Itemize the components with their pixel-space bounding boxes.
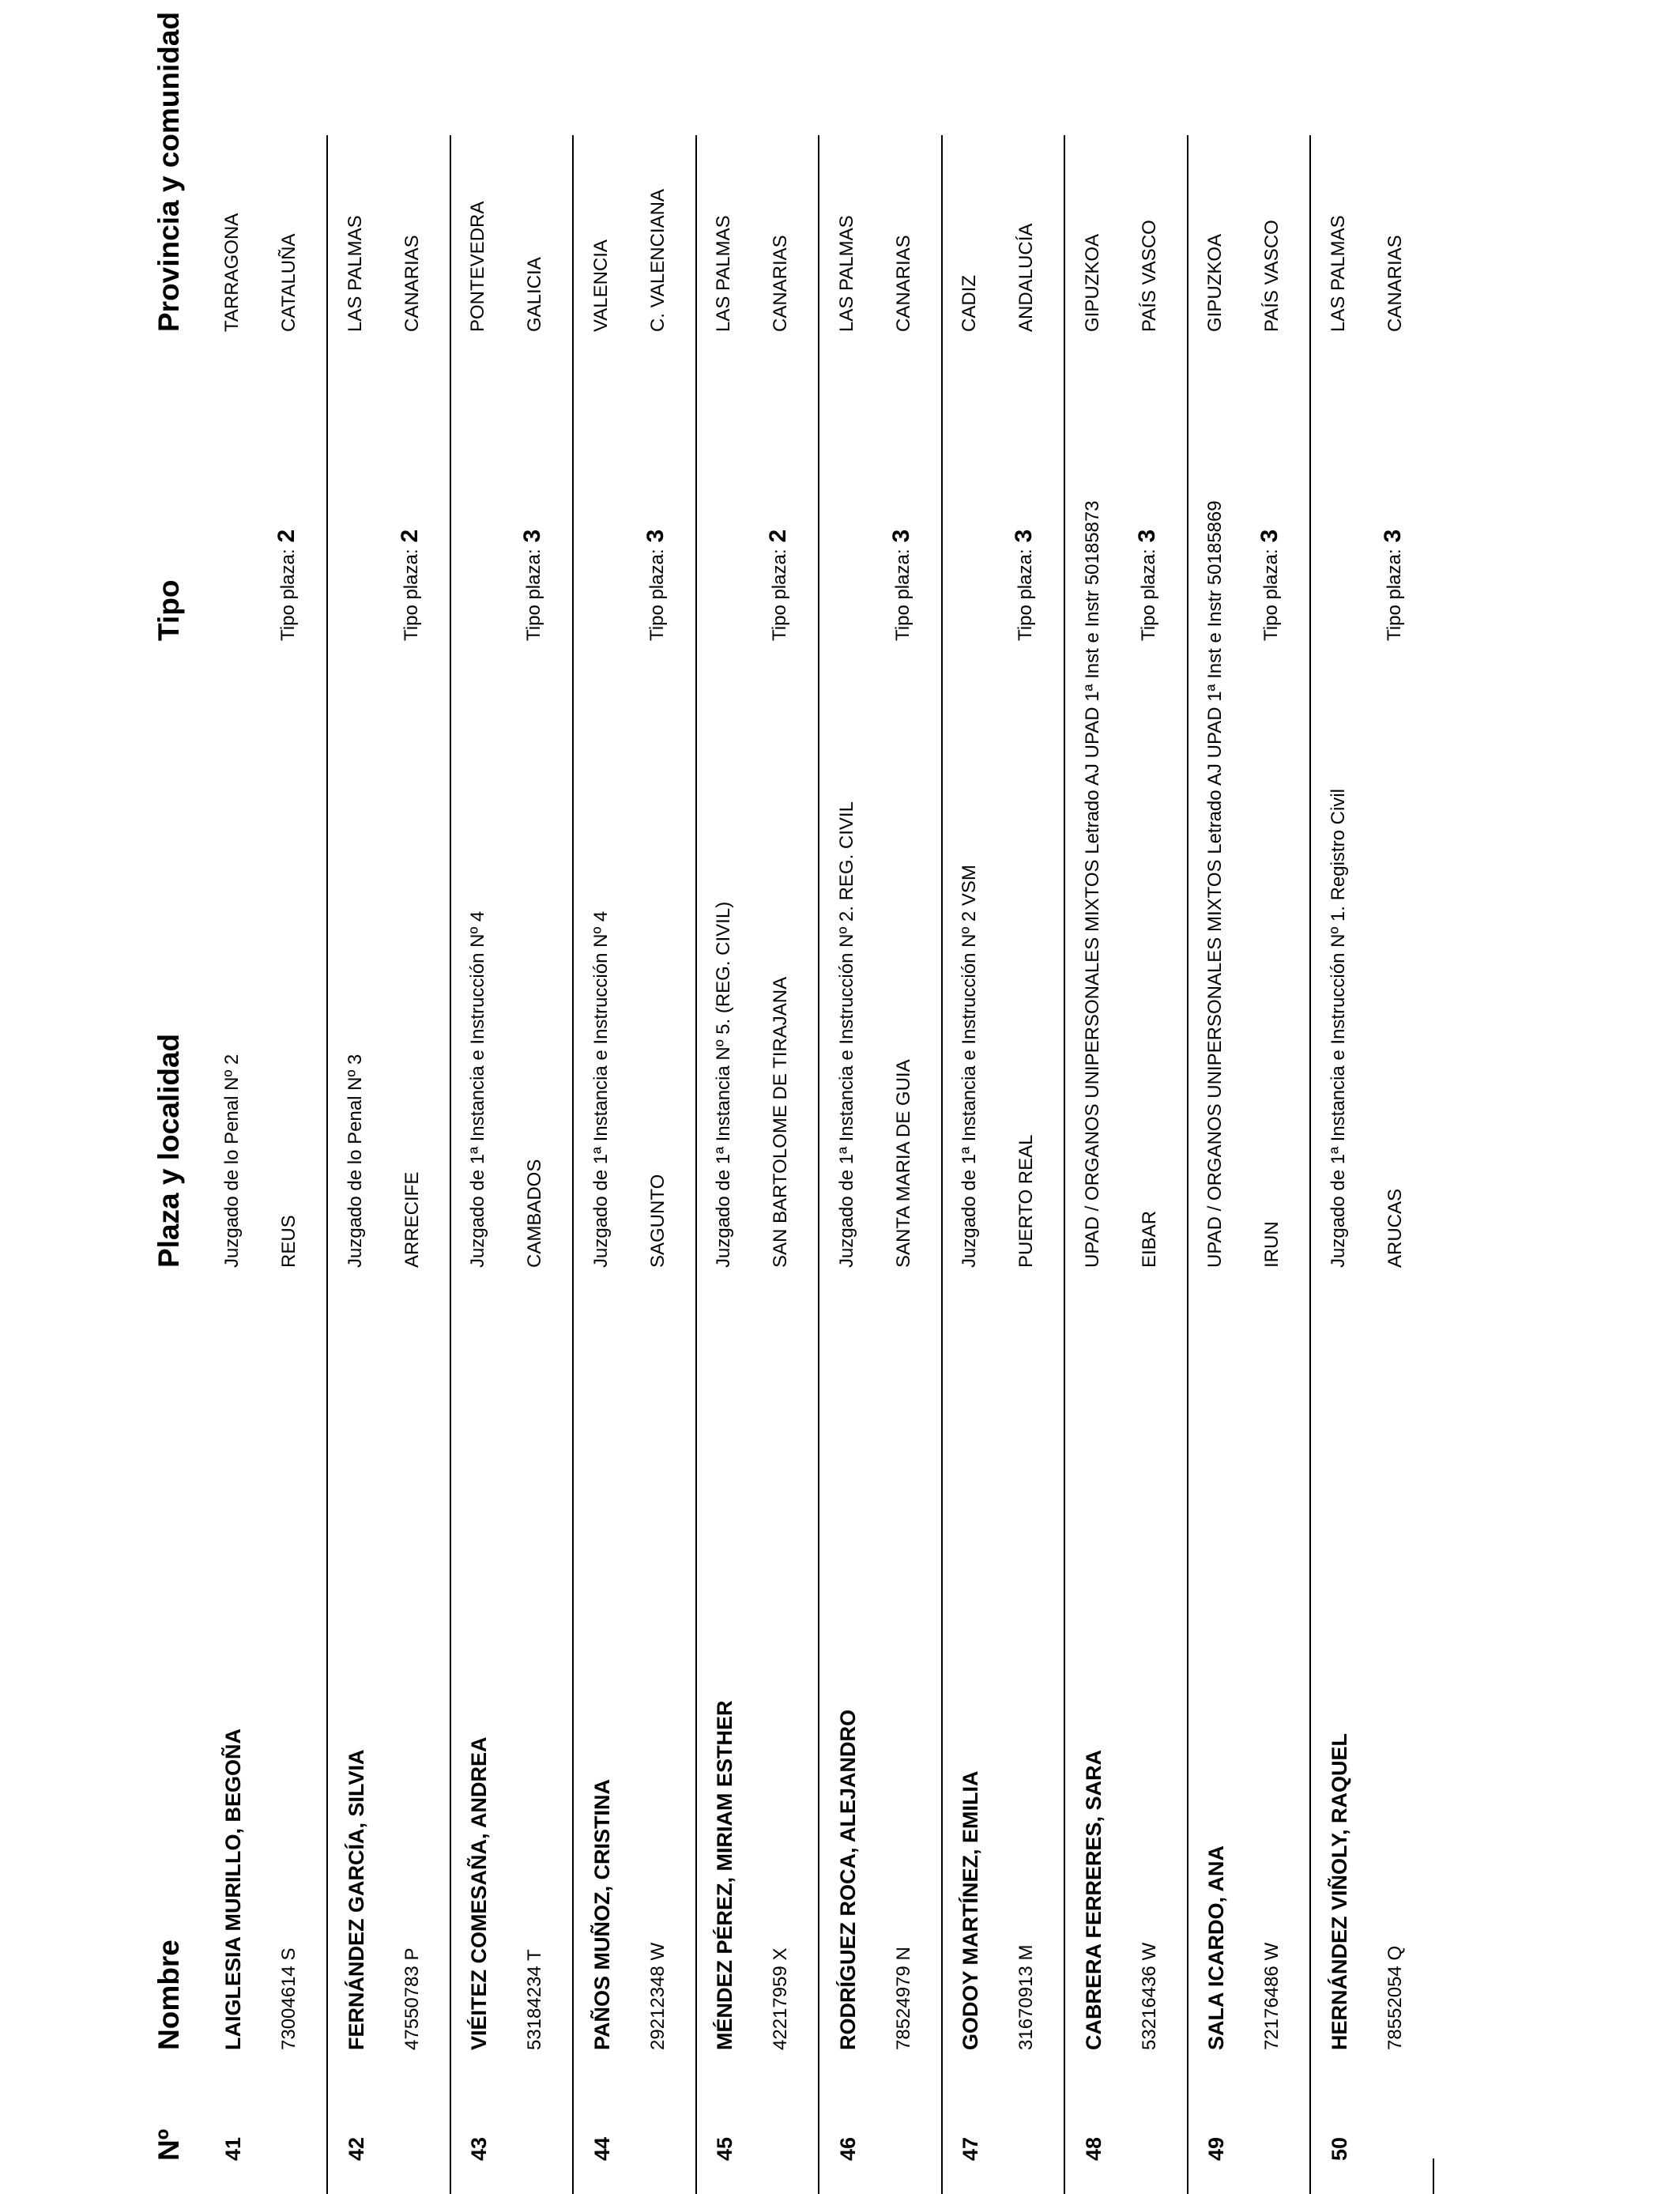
row-number: 47 [959, 2136, 982, 2161]
row-localidad: IRUN [1261, 1221, 1283, 1268]
row-number: 49 [1204, 2136, 1228, 2161]
row-plaza: UPAD / ORGANOS UNIPERSONALES MIXTOS Letrado AJ UPAD 1ª Inst e Instr 50185873 [1081, 500, 1103, 1268]
tipo-value: 3 [519, 529, 545, 543]
row-separator [695, 135, 697, 2194]
tipo-value: 3 [1256, 529, 1283, 543]
row-name: GODOY MARTÍNEZ, EMILIA [959, 1770, 982, 2050]
tipo-value: 2 [765, 529, 791, 543]
header-plaza: Plaza y localidad [153, 1033, 185, 1268]
row-provincia: VALENCIA [590, 239, 612, 332]
tipo-label: Tipo plaza: [1383, 548, 1405, 641]
row-tipo [519, 530, 546, 641]
row-provincia: TARRAGONA [221, 213, 243, 332]
row-comunidad: CANARIAS [1384, 235, 1406, 332]
row-separator [1309, 135, 1311, 2194]
row-dni: 42217959 X [770, 1947, 791, 2050]
row-name: HERNÁNDEZ VIÑOLY, RAQUEL [1327, 1732, 1351, 2050]
row-dni: 53216436 W [1138, 1942, 1160, 2050]
row-separator [1064, 135, 1065, 2194]
row-comunidad: ANDALUCÍA [1015, 223, 1037, 332]
row-provincia: PONTEVEDRA [467, 201, 488, 332]
tipo-value: 3 [1379, 529, 1406, 543]
row-localidad: CAMBADOS [524, 1159, 545, 1268]
row-separator [1433, 2158, 1434, 2194]
row-comunidad: CATALUÑA [278, 233, 299, 332]
row-dni: 47550783 P [401, 1947, 423, 2050]
tipo-label: Tipo plaza: [646, 548, 668, 641]
row-provincia: GIPUZKOA [1204, 233, 1226, 332]
row-name: LAIGLESIA MURILLO, BEGOÑA [221, 1728, 245, 2050]
row-name: CABRERA FERRERES, SARA [1081, 1749, 1106, 2050]
row-number: 46 [835, 2136, 860, 2161]
row-localidad: SANTA MARIA DE GUIA [892, 1059, 914, 1268]
row-tipo [273, 530, 300, 641]
header-provincia: Provincia y comunidad [153, 11, 185, 332]
row-plaza: Juzgado de lo Penal Nº 3 [344, 1054, 366, 1268]
row-localidad: SAGUNTO [646, 1174, 669, 1268]
tipo-label: Tipo plaza: [1137, 548, 1159, 641]
header-nombre: Nombre [153, 1940, 185, 2050]
row-tipo [1011, 530, 1038, 641]
tipo-value: 3 [1133, 529, 1160, 543]
row-localidad: SAN BARTOLOME DE TIRAJANA [770, 976, 791, 1268]
row-tipo [765, 530, 792, 641]
row-name: SALA ICARDO, ANA [1204, 1845, 1228, 2050]
tipo-label: Tipo plaza: [769, 548, 790, 641]
row-plaza: Juzgado de 1ª Instancia e Instrucción Nº 2 VSM [959, 865, 980, 1268]
row-localidad: ARRECIFE [401, 1171, 423, 1268]
row-plaza: Juzgado de 1ª Instancia e Instrucción Nº 4 [590, 910, 612, 1268]
row-tipo [1134, 530, 1161, 641]
tipo-label: Tipo plaza: [523, 548, 544, 641]
row-plaza: Juzgado de 1ª Instancia e Instrucción Nº 4 [467, 910, 488, 1268]
row-tipo [1256, 530, 1283, 641]
tipo-value: 2 [396, 529, 423, 543]
row-provincia: LAS PALMAS [344, 215, 366, 332]
tipo-label: Tipo plaza: [891, 548, 913, 641]
row-comunidad: C. VALENCIANA [646, 189, 669, 332]
row-provincia: LAS PALMAS [713, 215, 734, 332]
tipo-value: 3 [642, 529, 669, 543]
row-dni: 31670913 M [1015, 1944, 1037, 2050]
row-provincia: CADIZ [959, 275, 980, 332]
row-comunidad: PAÍS VASCO [1261, 220, 1283, 332]
row-dni: 78552054 Q [1384, 1945, 1406, 2050]
tipo-label: Tipo plaza: [277, 548, 299, 641]
row-separator [326, 135, 328, 2194]
row-localidad: EIBAR [1138, 1210, 1160, 1268]
row-number: 50 [1327, 2136, 1351, 2161]
row-separator [450, 135, 451, 2194]
row-number: 48 [1081, 2136, 1106, 2161]
row-localidad: PUERTO REAL [1015, 1134, 1037, 1268]
row-tipo [397, 530, 424, 641]
tipo-label: Tipo plaza: [1015, 548, 1036, 641]
row-comunidad: CANARIAS [770, 235, 791, 332]
row-dni: 73004614 S [278, 1947, 299, 2050]
row-comunidad: CANARIAS [892, 235, 914, 332]
row-comunidad: GALICIA [524, 257, 545, 332]
row-dni: 78524979 N [892, 1947, 914, 2050]
row-separator [941, 135, 943, 2194]
row-plaza: Juzgado de 1ª Instancia Nº 5. (REG. CIVIL) [713, 901, 734, 1268]
row-localidad: REUS [278, 1215, 299, 1268]
row-localidad: ARUCAS [1384, 1188, 1406, 1268]
row-separator [1187, 135, 1188, 2194]
row-name: PAÑOS MUÑOZ, CRISTINA [590, 1779, 614, 2050]
row-separator [818, 135, 819, 2194]
tipo-value: 2 [273, 529, 299, 543]
row-name: RODRÍGUEZ ROCA, ALEJANDRO [835, 1709, 860, 2050]
header-tipo: Tipo [153, 579, 185, 641]
row-provincia: LAS PALMAS [835, 215, 857, 332]
tipo-value: 3 [1011, 529, 1037, 543]
row-name: FERNÁNDEZ GARCÍA, SILVIA [344, 1749, 368, 2050]
row-plaza: Juzgado de 1ª Instancia e Instrucción Nº 2. REG. CIVIL [835, 801, 857, 1268]
row-name: VIÉITEZ COMESAÑA, ANDREA [467, 1736, 491, 2050]
row-comunidad: PAÍS VASCO [1138, 220, 1160, 332]
tipo-label: Tipo plaza: [400, 548, 422, 641]
row-dni: 72176486 W [1261, 1942, 1283, 2050]
row-dni: 29212348 W [646, 1942, 669, 2050]
header-no: Nº [153, 2128, 185, 2161]
row-comunidad: CANARIAS [401, 235, 423, 332]
row-tipo [888, 530, 915, 641]
row-separator [572, 135, 574, 2194]
row-tipo [642, 530, 669, 641]
row-name: MÉNDEZ PÉREZ, MIRIAM ESTHER [713, 1700, 736, 2050]
row-number: 45 [713, 2136, 736, 2161]
tipo-value: 3 [887, 529, 914, 543]
row-tipo [1380, 530, 1407, 641]
row-number: 41 [221, 2136, 245, 2161]
row-provincia: LAS PALMAS [1327, 215, 1349, 332]
row-plaza: Juzgado de lo Penal Nº 2 [221, 1054, 243, 1268]
row-number: 43 [467, 2136, 491, 2161]
row-number: 44 [590, 2136, 614, 2161]
row-plaza: UPAD / ORGANOS UNIPERSONALES MIXTOS Letrado AJ UPAD 1ª Inst e Instr 50185869 [1204, 500, 1226, 1268]
row-dni: 53184234 T [524, 1949, 545, 2050]
row-number: 42 [344, 2136, 368, 2161]
row-plaza: Juzgado de 1ª Instancia e Instrucción Nº 1. Registro Civil [1327, 789, 1349, 1268]
row-provincia: GIPUZKOA [1081, 233, 1103, 332]
tipo-label: Tipo plaza: [1260, 548, 1282, 641]
